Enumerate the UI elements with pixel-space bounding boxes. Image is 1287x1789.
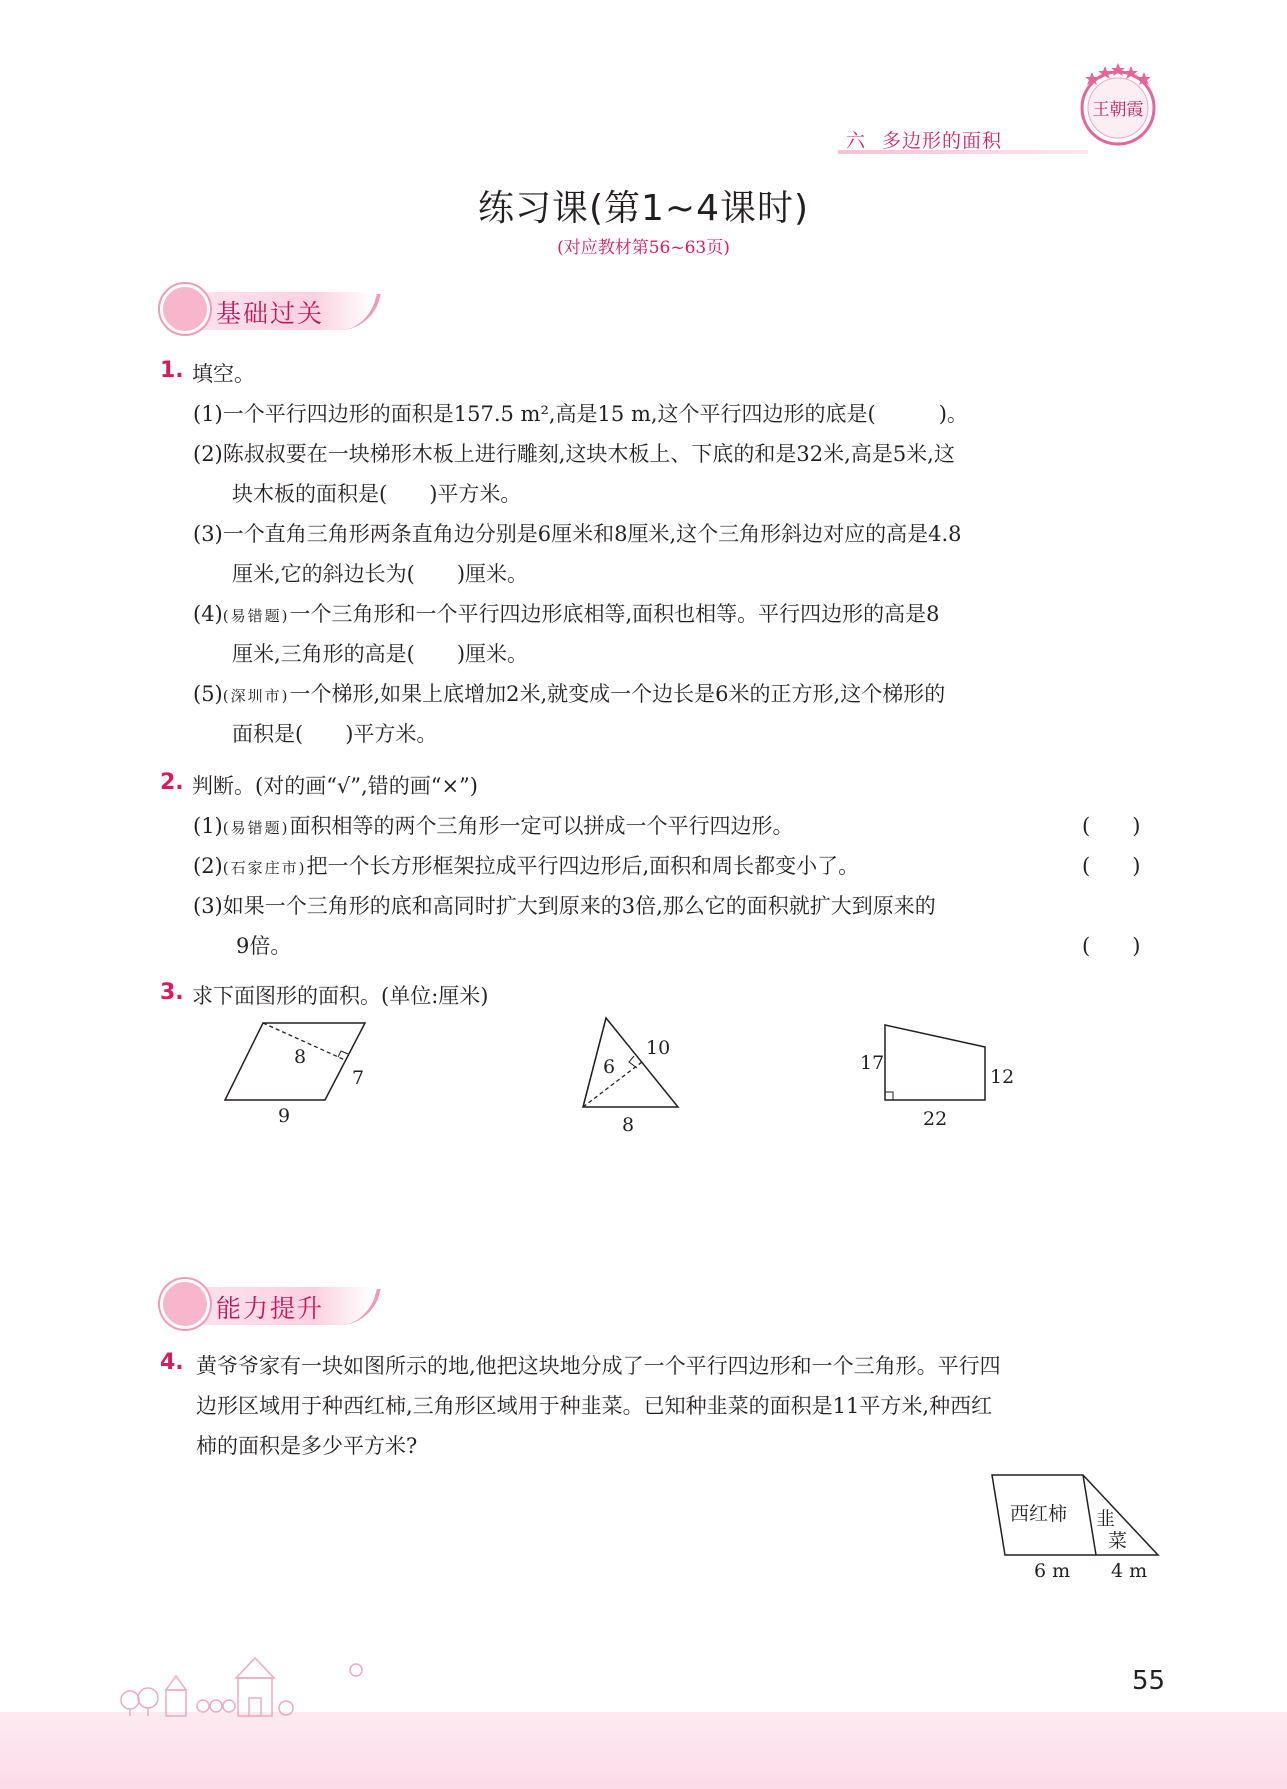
q2-item-2-prefix: (2) [193,854,223,878]
q2-answer-box-3[interactable]: ( ) [1082,934,1141,958]
region-chive-label-2: 菜 [1108,1530,1128,1552]
q2-item-2-note: (石家庄市) [222,859,307,877]
section-basic-label: 基础过关 [216,299,325,328]
fig1-height-label: 8 [294,1046,307,1068]
q3-number: 3. [160,980,184,1005]
q1-item-4-line2: 厘米,三角形的高是( )厘米。 [232,642,529,666]
section-basic-header [160,282,380,338]
fig2-base-label: 8 [622,1114,635,1136]
fig3-left-label: 17 [860,1052,885,1074]
fig2-side-label: 10 [646,1037,671,1059]
q2-item-1-note: (易错题) [222,819,290,837]
q3-stem: 求下面图形的面积。(单位:厘米) [192,984,489,1008]
region-chive-label-1: 韭 [1096,1508,1116,1530]
q1-number: 1. [160,358,184,383]
q2-item-2 [193,850,859,880]
page-number: 55 [1132,1666,1166,1696]
mascot-icon [160,1279,210,1329]
q2-answer-box-2[interactable]: ( ) [1082,854,1141,878]
q3-parallelogram-figure [210,1010,380,1130]
section-advanced-label: 能力提升 [216,1294,325,1323]
q1-item-4-line1 [193,598,940,628]
chapter-tag [838,126,1098,156]
q1-item-5-line1 [193,678,945,708]
q4-line2: 边形区域用于种西红柿,三角形区域用于种韭菜。已知种韭菜的面积是11平方米,种西红 [196,1394,993,1418]
q2-stem: 判断。(对的画“√”,错的画“×”) [192,774,478,798]
q2-item-3-line1: (3)如果一个三角形的底和高同时扩大到原来的3倍,那么它的面积就扩大到原来的 [193,894,936,918]
footer-decoration-icon [118,1648,418,1718]
q1-item-5-prefix: (5) [193,682,223,706]
q1-item-1: (1)一个平行四边形的面积是157.5 m²,高是15 m,这个平行四边形的底是( )。 [193,402,968,426]
q1-item-2-line2: 块木板的面积是( )平方米。 [232,482,522,506]
footer-band [0,1712,1287,1789]
fig3-base-label: 22 [923,1108,948,1130]
fig2-height-label: 6 [603,1056,616,1078]
q2-item-1-text: 面积相等的两个三角形一定可以拼成一个平行四边形。 [289,814,794,838]
q1-item-5-note: (深圳市) [222,687,290,705]
fig1-base-label: 9 [278,1105,291,1127]
q4-line1: 黄爷爷家有一块如图所示的地,他把这块地分成了一个平行四边形和一个三角形。平行四 [196,1354,1001,1378]
q2-answer-box-1[interactable]: ( ) [1082,814,1141,838]
chapter-title: 多边形的面积 [882,130,1003,152]
q3-triangle-figure [570,1010,700,1140]
q1-item-5-line2: 面积是( )平方米。 [232,722,438,746]
page-subtitle: (对应教材第56~63页) [557,238,730,258]
fig3-right-label: 12 [990,1066,1015,1088]
q1-item-5-text: 一个梯形,如果上底增加2米,就变成一个边长是6米的正方形,这个梯形的 [289,682,946,706]
region-tomato-label: 西红柿 [1010,1503,1068,1525]
q1-item-3-line1: (3)一个直角三角形两条直角边分别是6厘米和8厘米,这个三角形斜边对应的高是4.8 [193,522,962,546]
q2-item-3-line2: 9倍。 [236,934,292,958]
base-chive-label: 4 m [1111,1560,1148,1582]
q1-item-3-line2: 厘米,它的斜边长为( )厘米。 [232,562,529,586]
q1-item-4-text: 一个三角形和一个平行四边形底相等,面积也相等。平行四边形的高是8 [289,602,940,626]
chapter-heading [846,126,1002,153]
q3-trapezoid-figure [850,1010,1020,1135]
q2-item-1-prefix: (1) [193,814,223,838]
chapter-number: 六 [846,130,867,152]
q1-item-4-note: (易错题) [222,607,290,625]
fig1-side-label: 7 [352,1067,365,1089]
logo-text: 王朝霞 [1092,100,1144,120]
brand-logo [1072,58,1164,150]
page-title: 练习课(第1~4课时) [477,188,810,229]
q4-field-figure [980,1465,1160,1590]
q2-number: 2. [160,770,184,795]
q4-number: 4. [160,1350,184,1375]
section-advanced-header [160,1277,380,1333]
right-angle-mark [885,1092,893,1100]
q1-stem: 填空。 [192,362,255,386]
base-tomato-label: 6 m [1034,1560,1071,1582]
trapezoid-shape [885,1025,985,1100]
right-angle-mark [338,1051,348,1057]
q1-item-4-prefix: (4) [193,602,223,626]
q2-item-1 [193,810,793,840]
mascot-icon [160,284,210,334]
q1-item-2-line1: (2)陈叔叔要在一块梯形木板上进行雕刻,这块木板上、下底的和是32米,高是5米,这 [193,442,955,466]
q4-line3: 柿的面积是多少平方米? [196,1434,418,1458]
q2-item-2-text: 把一个长方形框架拉成平行四边形后,面积和周长都变小了。 [306,854,860,878]
